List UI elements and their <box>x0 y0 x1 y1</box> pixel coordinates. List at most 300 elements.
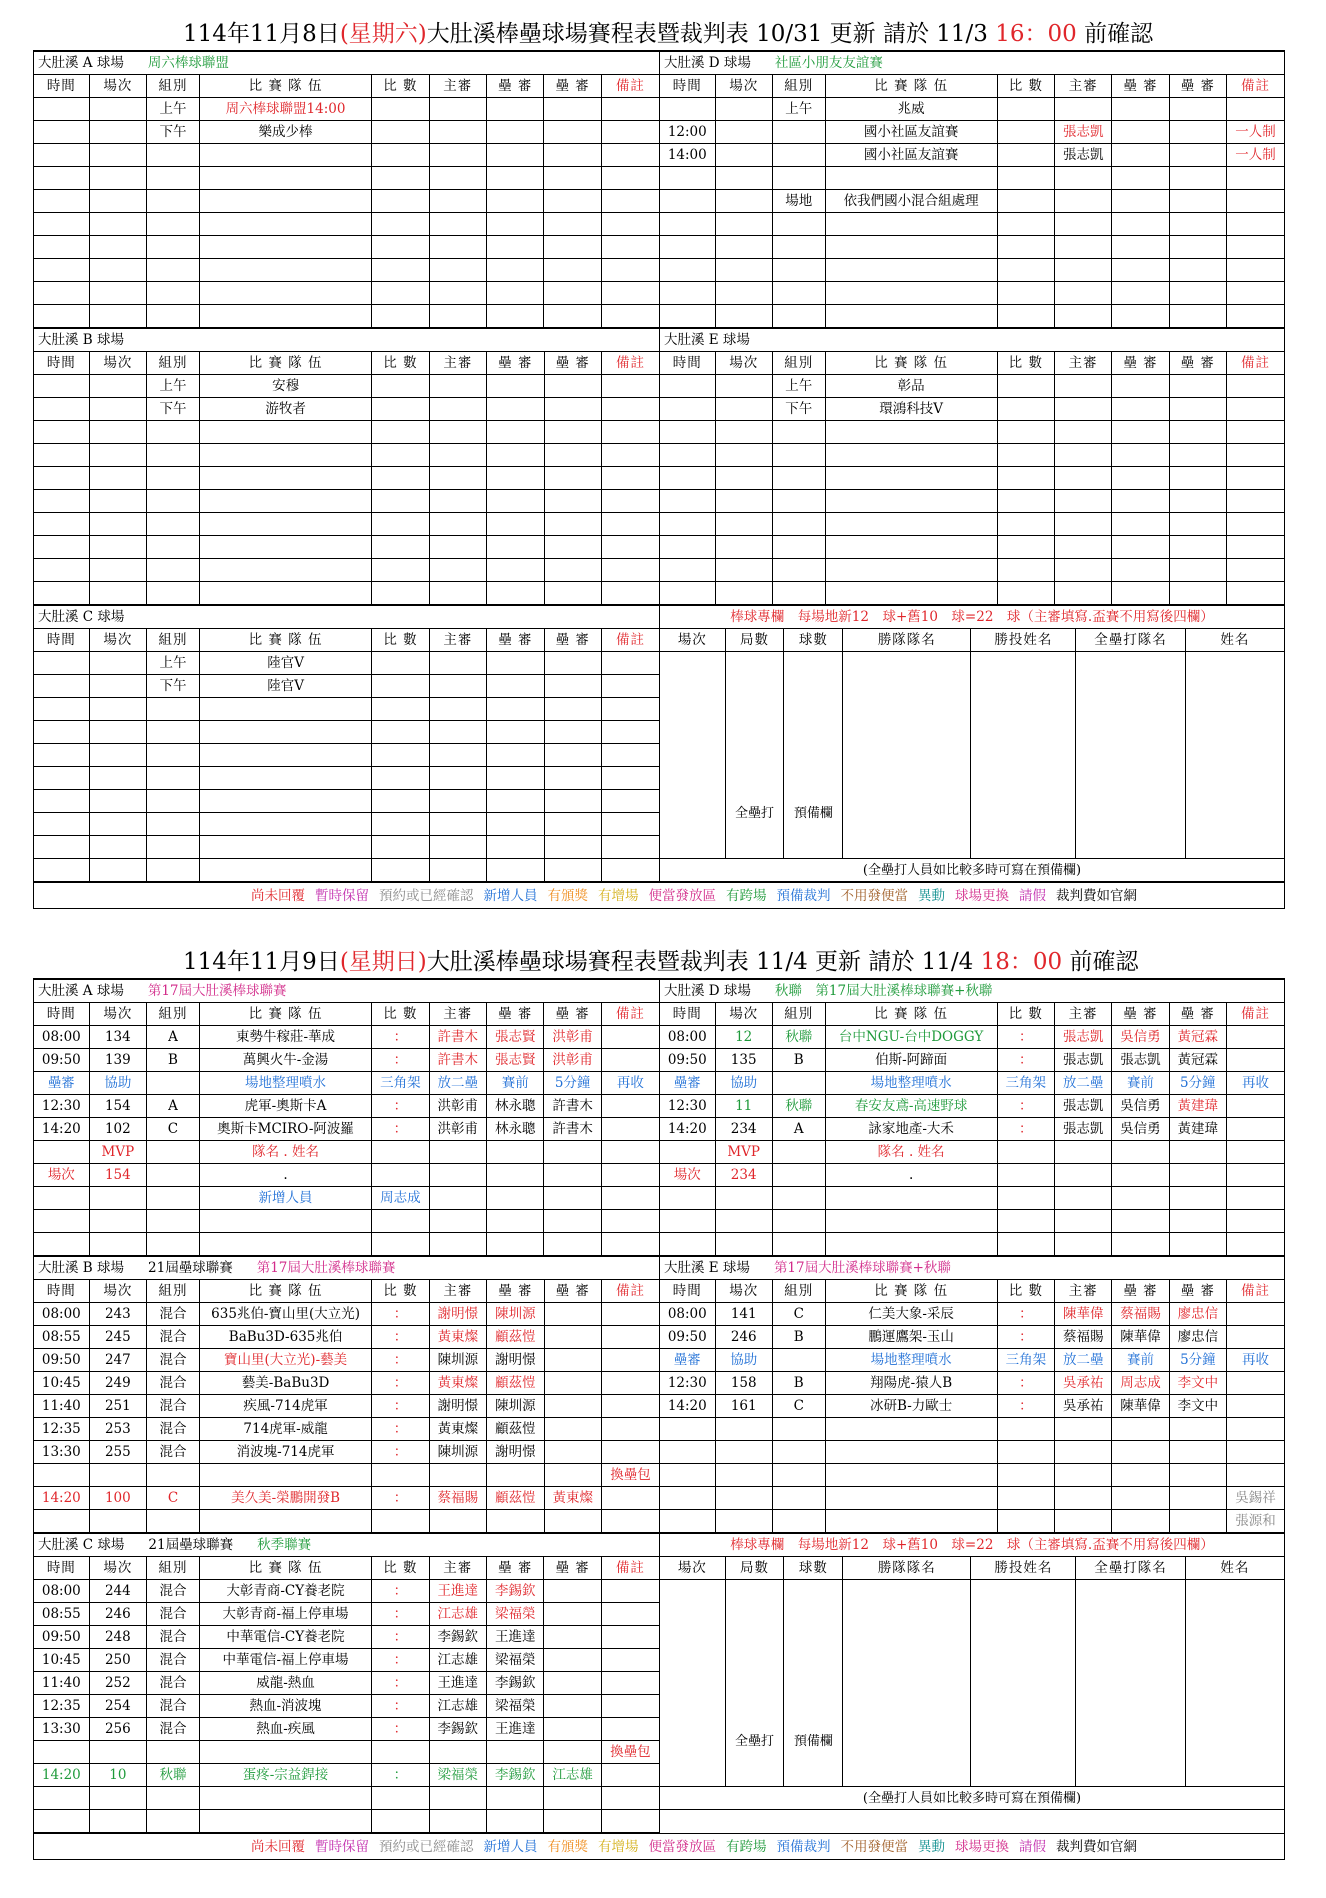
note-cell <box>601 282 659 305</box>
time-cell: 14:00 <box>660 144 715 167</box>
game-cell <box>89 98 146 121</box>
column-header: 壘 審 <box>487 1003 544 1026</box>
field-table <box>34 1256 659 1533</box>
score-cell <box>372 467 429 490</box>
score-cell <box>372 836 429 859</box>
column-header: 比 數 <box>997 352 1054 375</box>
column-header: 壘 審 <box>1112 1280 1169 1303</box>
score-cell <box>372 444 429 467</box>
column-header: 比 賽 隊 伍 <box>199 1280 371 1303</box>
time-cell <box>34 790 89 813</box>
time-cell <box>34 652 89 675</box>
group-cell: 秋聯 <box>772 1026 825 1049</box>
table-row <box>660 190 1284 213</box>
table-row <box>34 652 659 675</box>
teams-cell: 新增人員 <box>199 1187 371 1210</box>
legend-item: 尚未回覆 <box>251 888 305 904</box>
score-cell <box>843 652 971 859</box>
table-row <box>34 1326 659 1349</box>
time-cell <box>660 513 715 536</box>
base-umpire-cell <box>487 1510 544 1533</box>
column-header: 時間 <box>34 1003 89 1026</box>
game-cell <box>89 305 146 328</box>
time-cell <box>34 467 89 490</box>
time-cell <box>660 421 715 444</box>
score-cell <box>997 444 1054 467</box>
time-cell: 12:30 <box>34 1095 89 1118</box>
teams-cell <box>825 1210 997 1233</box>
teams-cell <box>199 444 371 467</box>
score-cell <box>372 582 429 605</box>
base-umpire-cell: 廖忠信 <box>1169 1303 1226 1326</box>
base-umpire-cell: 顧茲愷 <box>487 1326 544 1349</box>
umpire-cell <box>429 813 486 836</box>
note-cell <box>601 1787 659 1810</box>
game-cell <box>715 467 772 490</box>
score-cell <box>372 1464 429 1487</box>
note-cell <box>601 1580 659 1603</box>
field-title <box>34 606 659 629</box>
title-main: 大肚溪棒壘球場賽程表暨裁判表 10/31 更新 請於 11/3 <box>426 21 996 47</box>
score-cell: ： <box>997 1303 1054 1326</box>
base-umpire-cell <box>544 375 601 398</box>
umpire-cell: 張志凱 <box>1054 1049 1111 1072</box>
column-header: 備註 <box>601 1557 659 1580</box>
time-cell <box>34 744 89 767</box>
table-row <box>34 675 659 698</box>
column-header: 備註 <box>602 1280 660 1303</box>
base-umpire-cell <box>544 790 601 813</box>
base-umpire-cell <box>544 1164 601 1187</box>
teams-cell <box>825 213 997 236</box>
time-cell: 12:30 <box>660 1095 715 1118</box>
base-umpire-cell <box>544 836 601 859</box>
base-umpire-cell <box>487 652 544 675</box>
column-header: 組別 <box>772 1003 825 1026</box>
game-cell: 協助 <box>715 1349 772 1372</box>
table-row <box>660 559 1284 582</box>
game-cell <box>715 1510 772 1533</box>
field-name: 大肚溪 A 球場 <box>38 54 124 71</box>
legend-item: 預約或已經確認 <box>379 1839 474 1855</box>
note-cell <box>601 305 659 328</box>
base-umpire-cell: 吳信勇 <box>1112 1095 1169 1118</box>
base-umpire-cell <box>1169 190 1226 213</box>
note-cell <box>601 467 659 490</box>
game-cell <box>89 536 146 559</box>
umpire-cell <box>1054 1187 1111 1210</box>
time-cell <box>660 559 715 582</box>
time-cell: 09:50 <box>34 1626 89 1649</box>
base-umpire-cell <box>1169 421 1226 444</box>
umpire-cell <box>429 1510 486 1533</box>
group-cell <box>147 282 200 305</box>
time-cell <box>660 1187 715 1210</box>
base-umpire-cell: 黃建瑋 <box>1169 1095 1226 1118</box>
table-row <box>34 1418 659 1441</box>
teams-cell: 美久美-榮鵬開發B <box>199 1487 371 1510</box>
umpire-cell <box>429 767 486 790</box>
base-umpire-cell <box>1112 98 1169 121</box>
group-cell <box>147 744 200 767</box>
note-cell <box>602 1487 660 1510</box>
time-cell <box>660 213 715 236</box>
score-cell <box>997 1510 1054 1533</box>
group-cell: 混合 <box>147 1672 200 1695</box>
table-row <box>34 1095 659 1118</box>
score-cell <box>372 1141 429 1164</box>
teams-cell <box>199 1233 371 1256</box>
teams-cell: 疾風-714虎軍 <box>199 1395 371 1418</box>
column-header: 壘 審 <box>1169 1280 1226 1303</box>
score-cell: ： <box>372 1672 429 1695</box>
note-cell <box>601 1626 659 1649</box>
note-cell: 換壘包 <box>601 1741 659 1764</box>
table-row <box>34 1395 659 1418</box>
table-row <box>34 1695 659 1718</box>
game-cell <box>715 190 772 213</box>
umpire-cell <box>429 213 486 236</box>
legend-item: 便當發放區 <box>648 888 716 904</box>
umpire-cell <box>1054 582 1111 605</box>
legend-item: 預備裁判 <box>776 1839 831 1855</box>
day2-left <box>34 979 659 1833</box>
base-umpire-cell <box>1112 375 1169 398</box>
column-header: 組別 <box>147 1003 200 1026</box>
note-cell <box>601 1233 659 1256</box>
base-umpire-cell <box>544 859 601 882</box>
score-cell <box>997 375 1054 398</box>
group-cell <box>147 813 200 836</box>
teams-cell <box>199 1510 371 1533</box>
score-cell <box>784 1580 843 1787</box>
time-cell: 09:50 <box>34 1349 89 1372</box>
base-umpire-cell: 林永聰 <box>487 1095 544 1118</box>
title-suffix: 前確認 <box>1062 949 1139 975</box>
umpire-cell: 黃東燦 <box>429 1418 486 1441</box>
note-cell: 張源和 <box>1227 1510 1284 1533</box>
umpire-cell <box>1054 536 1111 559</box>
column-header: 時間 <box>34 352 89 375</box>
umpire-cell <box>1055 167 1112 190</box>
umpire-cell: 吳承祐 <box>1055 1372 1112 1395</box>
score-label: 全壘打 <box>735 806 775 821</box>
base-umpire-cell <box>487 1210 544 1233</box>
score-cell <box>725 652 784 859</box>
column-header: 場次 <box>89 1557 146 1580</box>
note-cell <box>601 559 659 582</box>
base-umpire-cell <box>1169 282 1226 305</box>
time-cell <box>34 190 89 213</box>
score-cell <box>1185 1580 1284 1787</box>
game-cell: 255 <box>89 1441 146 1464</box>
teams-cell <box>825 282 997 305</box>
score-cell: ： <box>372 1487 429 1510</box>
base-umpire-cell <box>487 721 544 744</box>
note-cell <box>602 790 660 813</box>
score-cell <box>372 790 429 813</box>
field-name: 大肚溪 B 球場 <box>38 1259 125 1276</box>
umpire-cell <box>1054 1164 1111 1187</box>
field-table <box>34 1533 659 1833</box>
teams-cell <box>199 236 371 259</box>
group-cell <box>147 190 200 213</box>
teams-cell <box>199 767 371 790</box>
table-row <box>34 444 659 467</box>
score-header: 局數 <box>725 1557 784 1580</box>
base-umpire-cell <box>1112 121 1169 144</box>
base-umpire-cell <box>1169 1164 1226 1187</box>
column-header: 比 數 <box>372 1557 429 1580</box>
score-cell <box>372 236 429 259</box>
base-umpire-cell <box>1169 582 1226 605</box>
score-header: 勝投姓名 <box>971 1557 1076 1580</box>
teams-cell <box>199 744 371 767</box>
teams-cell: 兆威 <box>825 98 997 121</box>
group-cell <box>147 698 200 721</box>
base-umpire-cell <box>544 444 601 467</box>
column-header: 壘 審 <box>487 75 544 98</box>
note-cell <box>1226 1164 1284 1187</box>
score-label: 全壘打 <box>735 1734 775 1749</box>
column-header: 壘 審 <box>544 1557 601 1580</box>
base-umpire-cell <box>1169 259 1226 282</box>
score-cell <box>660 1580 725 1787</box>
table-row <box>34 513 659 536</box>
teams-cell <box>199 282 371 305</box>
column-header: 壘 審 <box>1169 352 1226 375</box>
field-name: 大肚溪 C 球場 <box>38 1536 125 1553</box>
note-cell <box>601 1603 659 1626</box>
base-umpire-cell <box>1112 1164 1169 1187</box>
teams-cell: 場地整理噴水 <box>825 1072 997 1095</box>
score-note: (全壘打人員如比較多時可寫在預備欄) <box>660 859 1284 882</box>
base-umpire-cell <box>544 767 601 790</box>
table-row <box>660 259 1284 282</box>
score-cell <box>372 1810 429 1833</box>
game-cell: MVP <box>89 1141 146 1164</box>
table-row <box>34 282 659 305</box>
note-cell: 再收 <box>1226 1072 1284 1095</box>
base-umpire-cell <box>544 1464 601 1487</box>
score-cell <box>372 305 429 328</box>
legend-item: 請假 <box>1019 888 1046 904</box>
base-umpire-cell: 5分鐘 <box>1169 1072 1226 1095</box>
game-cell <box>715 513 772 536</box>
score-cell: ： <box>372 1695 429 1718</box>
base-umpire-cell <box>487 444 544 467</box>
day1-left <box>34 51 659 882</box>
group-cell: 上午 <box>147 652 200 675</box>
umpire-cell: 張志凱 <box>1054 1095 1111 1118</box>
game-cell: 244 <box>89 1580 146 1603</box>
teams-cell <box>825 444 997 467</box>
schedule-day1 <box>33 18 1285 909</box>
base-umpire-cell <box>487 790 544 813</box>
teams-cell <box>199 559 371 582</box>
score-note: (全壘打人員如比較多時可寫在預備欄) <box>660 1787 1284 1810</box>
note-cell <box>601 1095 659 1118</box>
field-name: 大肚溪 D 球場 <box>664 54 751 71</box>
note-cell <box>1227 1441 1284 1464</box>
umpire-cell: 江志雄 <box>429 1603 486 1626</box>
legend-item: 新增人員 <box>483 1839 538 1855</box>
time-cell <box>660 444 715 467</box>
score-title: 棒球專欄 每場地新12 球+舊10 球=22 球（主審填寫.盃賽不用寫後四欄） <box>660 606 1284 629</box>
note-cell <box>602 698 660 721</box>
time-cell <box>34 1810 89 1833</box>
umpire-cell <box>429 490 486 513</box>
game-cell <box>715 236 772 259</box>
column-header: 主審 <box>429 352 486 375</box>
legend-item: 暫時保留 <box>315 888 369 904</box>
base-umpire-cell: 林永聰 <box>487 1118 544 1141</box>
teams-cell: 藝美-BaBu3D <box>199 1372 371 1395</box>
base-umpire-cell <box>1112 582 1169 605</box>
umpire-cell <box>429 421 486 444</box>
teams-cell <box>199 859 371 882</box>
game-cell <box>715 490 772 513</box>
base-umpire-cell: 李文中 <box>1169 1395 1226 1418</box>
note-cell <box>601 144 659 167</box>
table-row <box>660 1118 1284 1141</box>
field-name: 大肚溪 C 球場 <box>38 608 125 625</box>
group-cell <box>147 513 200 536</box>
note-cell <box>1226 490 1284 513</box>
umpire-cell: 吳承祐 <box>1055 1395 1112 1418</box>
game-cell: 243 <box>89 1303 146 1326</box>
base-umpire-cell: 賽前 <box>1112 1072 1169 1095</box>
table-row <box>660 1141 1284 1164</box>
field-subtitle: 21屆壘球聯賽 <box>148 1259 233 1276</box>
base-umpire-cell <box>487 698 544 721</box>
time-cell <box>34 213 89 236</box>
score-cell <box>997 1210 1054 1233</box>
table-row <box>34 836 659 859</box>
teams-cell <box>199 1464 371 1487</box>
umpire-cell: 放二壘 <box>429 1072 486 1095</box>
base-umpire-cell <box>487 259 544 282</box>
umpire-cell <box>1054 490 1111 513</box>
field-title <box>34 52 659 75</box>
game-cell <box>715 305 772 328</box>
game-cell <box>89 190 146 213</box>
base-umpire-cell <box>487 1787 544 1810</box>
group-cell <box>772 144 825 167</box>
legend-item: 預備裁判 <box>776 888 831 904</box>
teams-cell: 翔陽虎-猿人B <box>825 1372 997 1395</box>
legend-item: 異動 <box>918 888 945 904</box>
group-cell <box>772 1164 825 1187</box>
game-cell: 251 <box>89 1395 146 1418</box>
note-cell <box>1226 582 1284 605</box>
baseball-score-table <box>660 605 1284 882</box>
score-cell <box>372 259 429 282</box>
teams-cell <box>199 698 371 721</box>
base-umpire-cell: 梁福榮 <box>487 1649 544 1672</box>
group-cell <box>147 144 200 167</box>
column-header: 壘 審 <box>1112 352 1169 375</box>
score-header: 場次 <box>660 1557 725 1580</box>
base-umpire-cell <box>544 698 601 721</box>
note-cell <box>1226 1187 1284 1210</box>
time-cell: 11:40 <box>34 1395 89 1418</box>
table-row <box>660 305 1284 328</box>
score-cell <box>372 98 429 121</box>
group-cell <box>147 1233 200 1256</box>
umpire-cell <box>429 513 486 536</box>
teams-cell: 環鴻科技V <box>825 398 997 421</box>
field-table <box>660 328 1284 605</box>
teams-cell <box>199 790 371 813</box>
base-umpire-cell <box>487 582 544 605</box>
table-row <box>34 1349 659 1372</box>
umpire-cell: 江志雄 <box>429 1695 486 1718</box>
field-league: 社區小朋友友誼賽 <box>774 54 883 71</box>
base-umpire-cell <box>487 305 544 328</box>
group-cell: 秋聯 <box>147 1764 200 1787</box>
game-cell: 249 <box>89 1372 146 1395</box>
umpire-cell <box>429 121 486 144</box>
score-header: 場次 <box>660 629 725 652</box>
time-cell <box>660 167 715 190</box>
column-header: 場次 <box>89 1003 146 1026</box>
umpire-cell: 王進達 <box>429 1580 486 1603</box>
score-cell <box>372 282 429 305</box>
time-cell <box>660 536 715 559</box>
teams-cell: . <box>825 1164 997 1187</box>
score-cell <box>372 698 429 721</box>
field-title <box>660 329 1284 352</box>
game-cell <box>89 790 146 813</box>
umpire-cell: 黃東燦 <box>429 1372 486 1395</box>
game-cell <box>89 444 146 467</box>
score-cell <box>372 721 429 744</box>
umpire-cell: 蔡福賜 <box>429 1487 486 1510</box>
group-cell: 混合 <box>147 1649 200 1672</box>
umpire-cell <box>1054 467 1111 490</box>
umpire-cell: 梁福榮 <box>429 1764 486 1787</box>
game-cell: 協助 <box>715 1072 772 1095</box>
base-umpire-cell <box>1112 259 1169 282</box>
note-cell: 再收 <box>1227 1349 1284 1372</box>
score-cell <box>843 1580 971 1787</box>
teams-cell: 635兆伯-寶山里(大立光) <box>199 1303 371 1326</box>
base-umpire-cell: 陳華偉 <box>1112 1395 1169 1418</box>
group-cell <box>772 305 825 328</box>
score-cell: ： <box>372 1349 429 1372</box>
time-cell <box>34 144 89 167</box>
base-umpire-cell <box>1169 144 1226 167</box>
base-umpire-cell <box>544 1233 601 1256</box>
time-cell: 13:30 <box>34 1718 89 1741</box>
field-title <box>34 1257 659 1280</box>
base-umpire-cell <box>1169 213 1226 236</box>
game-cell: 254 <box>89 1695 146 1718</box>
game-cell <box>715 1487 772 1510</box>
teams-cell: 台中NGU-台中DOGGY <box>825 1026 997 1049</box>
game-cell <box>89 1210 146 1233</box>
column-header: 比 賽 隊 伍 <box>825 1003 997 1026</box>
table-row <box>34 144 659 167</box>
note-cell <box>602 1418 660 1441</box>
teams-cell: 大彰青商-CY養老院 <box>199 1580 371 1603</box>
column-header: 主審 <box>1055 1280 1112 1303</box>
time-cell: 12:35 <box>34 1695 89 1718</box>
column-header: 備註 <box>601 75 659 98</box>
note-cell <box>602 836 660 859</box>
umpire-cell <box>1055 1441 1112 1464</box>
